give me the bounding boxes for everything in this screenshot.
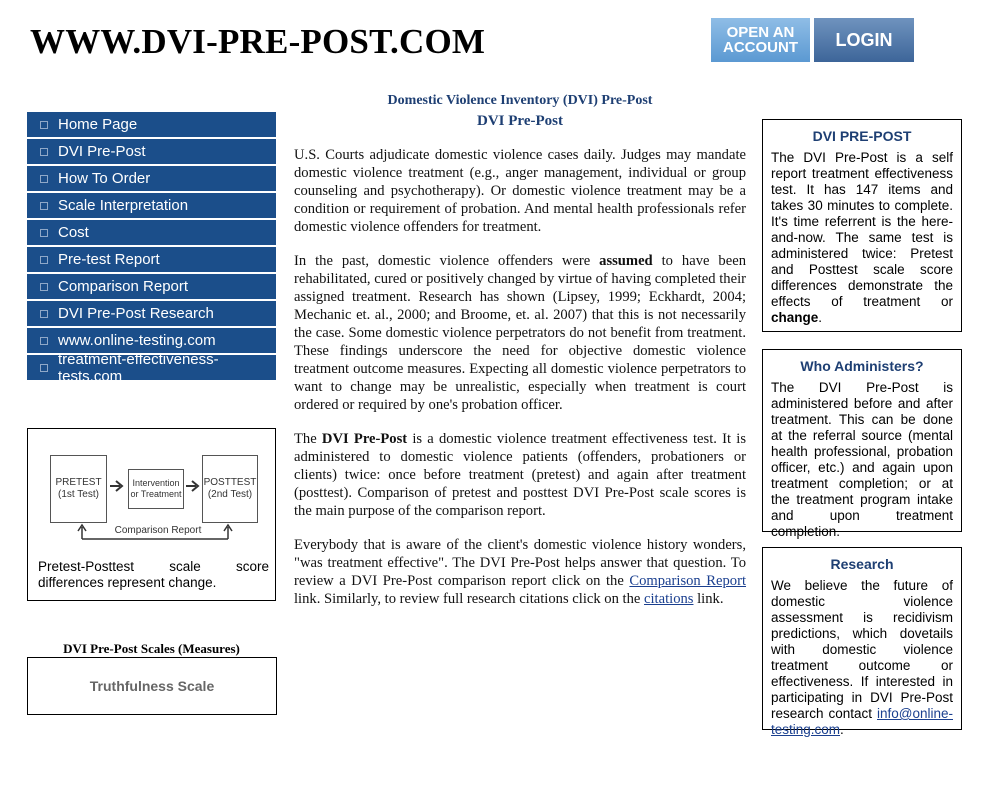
text: The (294, 431, 322, 447)
text: link. Similarly, to review full research citations click on the (294, 591, 645, 607)
square-bullet-icon (40, 175, 48, 183)
nav-item-online-testing[interactable] (27, 328, 276, 353)
square-bullet-icon (40, 148, 48, 156)
comparison-report-link[interactable]: Comparison Report (629, 573, 747, 589)
who-administers-box (762, 349, 962, 539)
text: Everybody that is aware of the client's domestic violence history wonders, "was treatment effective". The DVI Pre-Post helps answer that question. To review a DVI Pre-Post comparison report click on the (294, 537, 746, 589)
nav-item-scale-interpretation[interactable] (27, 193, 276, 218)
main-title: Domestic Violence Inventory (DVI) Pre-Post (387, 93, 653, 108)
square-bullet-icon (40, 283, 48, 291)
dvi-pre-post-box (762, 119, 962, 332)
paragraph-2 (294, 252, 746, 414)
nav-item-how-to-order[interactable] (27, 166, 276, 191)
text: is a domestic violence treatment effectiveness test. It is administered to domestic violence patients (offenders, probationers or clients) twice: once before treatment (pretest) and again after treatment (posttest). Comparison of pretest and posttest DVI Pre-Post scale scores is the main purpose of the comparison report. (294, 431, 747, 519)
comparison-report-label: Comparison Report (110, 525, 206, 536)
box-title: Research (830, 556, 894, 572)
nav-item-label: Cost (58, 224, 89, 241)
scales-heading: DVI Pre-Post Scales (Measures) (63, 641, 240, 656)
research-box (762, 547, 962, 737)
nav-item-label: DVI Pre-Post (58, 143, 146, 160)
square-bullet-icon (40, 364, 48, 372)
nav-item-label: Home Page (58, 116, 138, 133)
nav-item-comparison-report[interactable] (27, 274, 276, 299)
pretest-posttest-panel (27, 428, 276, 601)
text: We believe the future of domestic violence assessment is recidivism predictions, which dovetails with domestic violence treatment outcome or effectiveness. If interested in participating in DVI Pre-Post research contact (771, 578, 953, 721)
square-bullet-icon (40, 337, 48, 345)
emphasis: DVI Pre-Post (321, 431, 408, 447)
posttest-box: POSTTEST (2nd Test) (202, 455, 258, 523)
box-text: The DVI Pre-Post is administered before and after treatment. This can be done at the referral source (mental health professional, probation officer, etc.) and again upon treatment completion; or at the treatment program intake and upon treatment completion. (771, 380, 953, 539)
square-bullet-icon (40, 256, 48, 264)
text: . (818, 310, 823, 325)
nav-item-treatment-effectiveness[interactable] (27, 350, 276, 385)
nav-item-label: treatment-effectiveness-tests.com (58, 350, 219, 385)
pretest-box: PRETEST (1st Test) (50, 455, 107, 523)
email-link[interactable]: info@online-testing.com (771, 706, 953, 737)
nav-item-research[interactable] (27, 301, 276, 326)
nav-item-label: How To Order (58, 170, 151, 187)
paragraph-3 (294, 430, 746, 520)
nav-item-home[interactable] (27, 112, 276, 137)
nav-item-label: Comparison Report (58, 278, 189, 295)
sidebar-nav (27, 112, 276, 385)
paragraph-1: U.S. Courts adjudicate domestic violence cases daily. Judges may mandate domestic violence treatment (e.g., anger management, individual or group counseling and psychotherapy). Or domestic violence treatment may be a condition or requirement of probation. And mental health professionals refer domestic violence offenders for treatment. (294, 147, 746, 235)
square-bullet-icon (40, 310, 48, 318)
intervention-box: Intervention or Treatment (128, 469, 184, 509)
open-account-button[interactable]: OPEN AN ACCOUNT (711, 18, 810, 62)
page-title (294, 91, 746, 132)
arrow-right-icon (186, 479, 202, 493)
text: The DVI Pre-Post is a self report treatment effectiveness test. It has 147 items and takes 30 minutes to complete. It's time referrent is the here-and-now. The same test is administered twice: Pretest and Posttest scale score differences demonstrate the effects of treatment or (771, 150, 953, 309)
text: In the past, domestic violence offenders were (294, 253, 600, 269)
square-bullet-icon (40, 202, 48, 210)
emphasis: assumed (599, 253, 653, 269)
main-content (294, 146, 746, 624)
text: to have been rehabilitated, cured or positively changed by virtue of having completed their assigned treatment. Research has shown (Lipsey, 1999; Eckhardt, 2004; Mechanic et. al., 2000; and Broome, et. al. 2007) that this is not necessarily the case. Some domestic violence perpetrators do not benefit from treatment. These findings underscore the need for objective domestic violence treatment outcome measures. Expecting all domestic violence perpetrators to want to change may be unrealistic, especially when treatment is court ordered or required by one's probation officer. (294, 253, 746, 413)
square-bullet-icon (40, 121, 48, 129)
citations-link[interactable]: citations (644, 591, 694, 607)
box-text (771, 150, 953, 326)
site-title: WWW.DVI-PRE-POST.COM (30, 22, 486, 61)
diagram-caption: Pretest-Posttest scale score differences represent change. (38, 559, 269, 590)
login-button[interactable]: LOGIN (814, 18, 914, 62)
nav-item-pretest-report[interactable] (27, 247, 276, 272)
nav-item-cost[interactable] (27, 220, 276, 245)
nav-item-label: DVI Pre-Post Research (58, 305, 214, 322)
scale-rotator[interactable]: Truthfulness Scale (27, 657, 277, 715)
text: . (840, 722, 844, 737)
box-text (771, 578, 953, 738)
nav-item-label: Scale Interpretation (58, 197, 189, 214)
main-subtitle: DVI Pre-Post (477, 113, 563, 129)
nav-item-dvi-pre-post[interactable] (27, 139, 276, 164)
text: link. (693, 591, 724, 607)
nav-item-label: www.online-testing.com (58, 332, 216, 349)
square-bullet-icon (40, 229, 48, 237)
box-title: Who Administers? (800, 358, 924, 374)
emphasis: change (771, 310, 819, 325)
nav-item-label: Pre-test Report (58, 251, 160, 268)
box-title: DVI PRE-POST (812, 128, 912, 144)
arrow-right-icon (110, 479, 126, 493)
paragraph-4 (294, 536, 746, 608)
